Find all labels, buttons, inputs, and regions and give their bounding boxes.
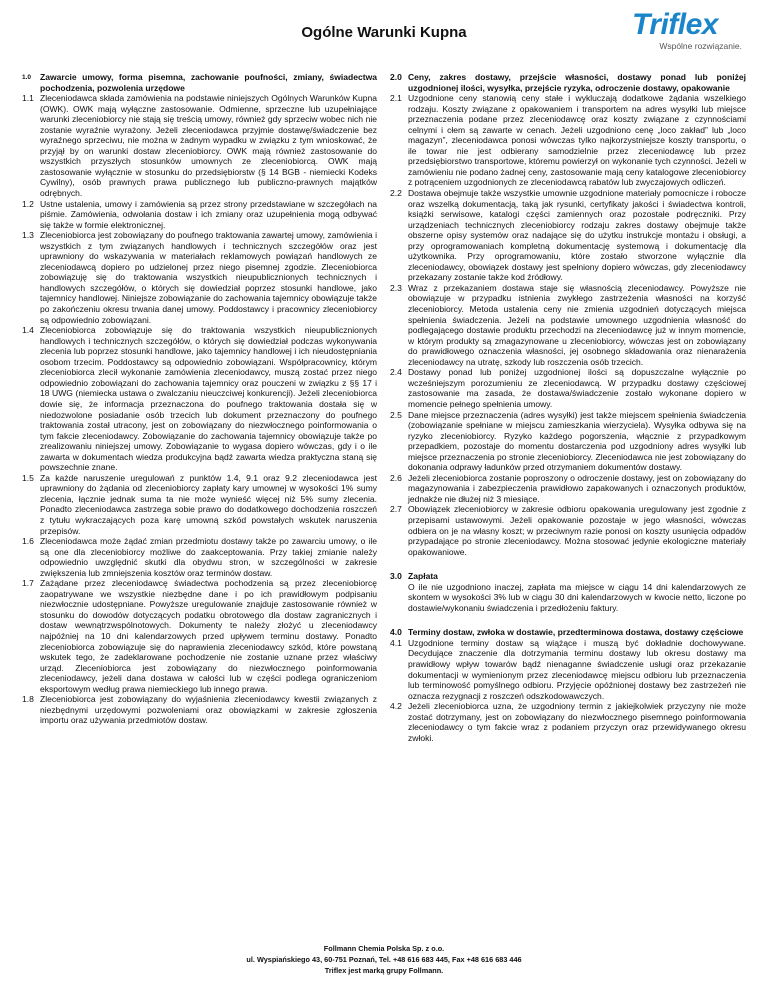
clause-text: Zleceniodawca składa zamówienia na podstawie niniejszych Ogólnych Warunków Kupna (OWK). OWK mają wyłączne zastosowanie. Odmienne, sprzeczne lub uzupełniające warunki zleceniobiorcy nie stają się treścią umowy, również gdy sprzeciw wobec nich nie zostanie wyraźnie wyrażony. Jeżeli zleceniodawca przyjmie dostawę/świadczenie bez wyraźnego sprzeciwu, nie można w żadnym wypadku w związku z tym wnioskować, że przyjął by on warunki dostaw zleceniobiorcy. OWK mają również zastosowanie do wszystkich przyszłych stosunków umownych ze zleceniobiorcą. OWK mają zastosowanie wyłącznie w stosunku do przedsiębiorstw (§ 14 BGB - niemiecki Kodeks Cywilny), osób prawnych prawa publicznego lub publiczno-prawnych majątków odrębnych.: [40, 93, 377, 199]
clause: [22, 199, 377, 231]
page-footer: [0, 944, 768, 976]
clause: [390, 473, 746, 505]
clause-text: Obowiązek zleceniobiorcy w zakresie odbioru opakowania uregulowany jest zgodnie z przepisami ustawowymi. Jeżeli opakowanie pozostaje w jego własności, wówczas odbiera on je na własny koszt; w przeciwnym razie ponosi on koszty usunięcia odpadów przypadające po stronie zleceniodawcy. Można stosować jedynie ekologiczne materiały opakowaniowe.: [408, 504, 746, 557]
section-heading: [390, 571, 746, 582]
clause: [390, 283, 746, 367]
logo-tagline: Wspólne rozwiązanie.: [659, 41, 742, 51]
clause: [22, 325, 377, 473]
section-heading: [390, 72, 746, 93]
section-2: [390, 72, 746, 557]
clause-number: 2.2: [390, 188, 402, 199]
clause-number: 2.1: [390, 93, 402, 104]
clause-number: 1.4: [22, 325, 34, 336]
section-4: [390, 627, 746, 743]
clause-text: Uzgodnione ceny stanowią ceny stałe i wykluczają dodatkowe żądania wszelkiego rodzaju. Koszty związane z opakowaniem i transportem na adres wysyłki lub miejsce przeznaczenia podane przez zleceniodawcę oraz koszty związane z czynnościami celnymi i cłem są zawarte w cenach. Jeżeli uzgodniono cenę „loco zakład” lub „loco magazyn”, zleceniodawca ponosi wówczas tylko najkorzystniejsze koszty transportu, o ile towar nie jest odbierany samodzielnie przez zleceniodawcę lub przez przedsiębiorstwo transportowe, któremu powierzył on wykonanie tych czynności. Jeżeli w zamówieniu nie podano żadnej ceny, zastosowanie mają ceny katalogowe zleceniobiorcy z potrąceniem uzgodnionych ze zleceniodawcą rabatów lub zwyczajowych odliczeń.: [408, 93, 746, 188]
clause-number: 1.1: [22, 93, 34, 104]
section-number: 4.0: [390, 627, 402, 638]
section-number: 2.0: [390, 72, 402, 82]
section-heading: [390, 627, 746, 638]
clause: [22, 230, 377, 325]
clause-text: O ile nie uzgodniono inaczej, zapłata ma miejsce w ciągu 14 dni kalendarzowych ze skontem w wysokości 3% lub w ciągu 30 dni kalendarzowych w kwocie netto, liczone po dostawie/wykonaniu świadczenia i przedłożeniu faktury.: [408, 581, 746, 613]
logo-wordmark: Triflex: [632, 8, 718, 41]
clause-text: Jeżeli zleceniobiorca zostanie poproszony o odroczenie dostawy, jest on zobowiązany do magazynowania i zabezpieczenia prawidłowo zapakowanych i oznaczonych produktów, jednakże nie dłużej niż 3 miesiące.: [408, 472, 746, 504]
section-number: 3.0: [390, 571, 402, 582]
clause-text: Ustne ustalenia, umowy i zamówienia są przez strony przedstawiane w szczegółach na piśmie. Zamówienia, odwołania dostaw i ich zmiany oraz uzupełnienia mogą odbywać się także w formie elektronicznej.: [40, 198, 377, 230]
section-title: Ceny, zakres dostawy, przejście własności, dostawy ponad lub poniżej uzgodnionej ilości, wysyłka, przejście ryzyka, odroczenie dostawy, opakowanie: [408, 72, 746, 93]
clause-text: Jeżeli zleceniobiorca uzna, że uzgodniony termin z jakiejkolwiek przyczyny nie może zostać dotrzymany, jest on zobowiązany do niezwłocznego pisemnego poinformowania zleceniodawcy o tym fakcie wraz z podaniem przyczyn oraz przewidywanego okresu zwłoki.: [408, 701, 746, 743]
clause-text: Uzgodnione terminy dostaw są wiążące i muszą być dokładnie dochowywane. Decydujące znaczenie dla dotrzymania terminu dostawy lub okresu dostawy ma prawidłowy wpływ towarów bądź nienaganne świadczenie usługi oraz przekazanie dokumentacji w wymienionym przez zleceniodawcę miejscu odbioru lub przeznaczenia lub terminowość pomyślnego odbioru. Przyjęcie opóźnionej dostawy bez zastrzeżeń nie oznacza rezygnacji z roszczeń odszkodowawczych.: [408, 637, 746, 701]
clause-text: Zażądane przez zleceniodawcę świadectwa pochodzenia są przez zleceniobiorcę zaopatrywane we wszystkie niezbędne dane i po ich prawidłowym podpisaniu niezwłocznie udostępniane. Powyższe uregulowanie znajduje zastosowanie również w stosunku do dowodów dotyczących podatku obrotowego dla dostaw zagranicznych i dostaw wewnątrzwspólnotowych. Dokumenty te należy złożyć u zleceniodawcy najpóźniej na 10 dni kalendarzowych przed upływem terminu dostawy. Ponadto zleceniobiorca zobowiązuje się do naprawienia zleceniodawcy szkód, które powstaną wskutek tego, że zadeklarowane pochodzenie nie zostanie uznane przez właściwy urząd. Zleceniobiorca jest zobowiązany do niezwłocznego poinformowania zleceniodawcy, jeżeli dana dostawa w całości lub w części podlega ograniczeniom eksportowym według prawa niemieckiego lub innego prawa.: [40, 578, 377, 694]
clause-text: Zleceniodawca może żądać zmian przedmiotu dostawy także po zawarciu umowy, o ile są one dla zleceniobiorcy możliwe do zaakceptowania. Przy takiej zmianie należy odpowiednio uwzględnić skutki dla obydwu stron, w szczególności w zakresie zwiększenia lub zmniejszenia kosztów oraz terminów dostaw.: [40, 536, 377, 578]
clause-text: Zleceniobiorca jest zobowiązany do poufnego traktowania zawartej umowy, zamówienia i wszystkich z tym związanych handlowych i technicznych szczegółów oraz jest uprawniony do wskazywania w materiałach reklamowych powiązań handlowych ze zleceniodawcą dopiero po udzielonej przez niego pisemnej zgodzie. Zleceniobiorca zobowiązuję się do traktowania wszystkich nieupublicznionych technicznych i handlowych szczegółów, o których się dowiedział poprzez stosunki handlowe, jako tajemnicy handlowej. Niniejsze zobowiązanie do zachowania tajemnicy obowiązuje także po zakończeniu okresu trwania danej umowy. Poddostawcy i pracownicy zleceniobiorcy są odpowiednio zobowiązani.: [40, 230, 377, 325]
clause: [22, 93, 377, 198]
clause: [22, 536, 377, 578]
clause-number: 2.5: [390, 409, 402, 420]
right-column: [390, 72, 746, 743]
clause-number: 4.2: [390, 701, 402, 712]
footer-brand-note: Triflex jest marką grupy Follmann.: [324, 965, 444, 975]
clause-number: 1.6: [22, 536, 34, 547]
clause-number: 2.6: [390, 472, 402, 483]
clause-text: Za każde naruszenie uregulowań z punktów 1.4, 9.1 oraz 9.2 zleceniodawca jest uprawniony do żądania od zleceniobiorcy zapłaty kary umownej w wysokości 1% sumy zlecenia, łącznie jednak suma ta nie może wynieść więcej niż 5% sumy zlecenia. Ponadto zleceniodawca zastrzega sobie prawo do dodatkowego dochodzenia roszczeń z tytułu wykraczających poza karę umowną szkód powstałych wskutek naruszenia przepisów.: [40, 472, 377, 536]
clause: [390, 410, 746, 473]
clause-text: Dostawa obejmuje także wszystkie umownie uzgodnione materiały pomocnicze i robocze oraz wszelką dokumentacją, taką jak rysunki, certyfikaty jakości i świadectwa kontroli, książki serwisowe, katalogi części zamiennych oraz pozostałe podręczniki. Przy urządzeniach technicznych zleceniobiorcy rodzaju zakres dostawy obejmuje także obszerne opisy systemów oraz nadające się do użytku instrukcje montażu i obsługi, a przy oprogramowaniach kompletną dokumentację systemową i dokumentację dla użytkownika. Przy oprogramowaniu, które zostało stworzone wyłącznie dla zleceniodawcy, obowiązek dostawy jest spełniony dopiero wówczas, gdy zleceniodawcy przekazany zostanie także kod źródłowy.: [408, 188, 746, 283]
clause-number: 1.8: [22, 694, 34, 705]
clause-number: 2.7: [390, 504, 402, 515]
section-1: [22, 72, 377, 726]
left-column: [22, 72, 377, 726]
clause-number: 4.1: [390, 637, 402, 648]
clause: [390, 504, 746, 557]
section-gap: [390, 613, 746, 627]
clause-number: 2.3: [390, 282, 402, 293]
clause-text: Wraz z przekazaniem dostawa staje się własnością zleceniodawcy. Powyższe nie obowiązuje w przypadku istnienia zwykłego zastrzeżenia własności na korzyść zleceniobiorcy. Metoda ustalenia ceny nie zmienia uzgodnień dotyczących miejsca spełnienia świadczenia. Jeżeli na podstawie umownego uzgodnienia własność do podlegającego dostawie produktu przechodzi na zleceniodawcę już w innym momencie, w którym produkty są zmagazynowane u zleceniobiorcy, wówczas jest on zobowiązany do prawidłowego oznaczenia własności, jej osobnego składowania oraz nienarażenia zleceniodawcy na utratę, szkody lub roszczenia osób trzecich.: [408, 282, 746, 367]
clause-number: 2.4: [390, 367, 402, 378]
clause-number: 1.3: [22, 230, 34, 241]
clause: [390, 93, 746, 188]
clause: [390, 188, 746, 283]
footer-company: Follmann Chemia Polska Sp. z o.o.: [323, 944, 445, 953]
clause: [22, 694, 377, 726]
clause-text: Dostawy ponad lub poniżej uzgodnionej ilości są dopuszczalne wyłącznie po wcześniejszym porozumieniu ze zleceniodawcą. W przypadku dostawy częściowej zastosowanie ma zasada, że dostawa/świadczenie zostało wykonane dopiero w momencie pełnego spełnienia umowy.: [408, 367, 746, 409]
clause-number: 1.5: [22, 472, 34, 483]
section-gap: [390, 557, 746, 571]
page-title: Ogólne Warunki Kupna: [301, 24, 467, 41]
section-heading: [22, 72, 377, 93]
clause: [390, 582, 746, 614]
clause-text: Zleceniobiorca jest zobowiązany do wyjaśnienia zleceniodawcy kwestii związanych z niezbędnymi urzędowymi pozwoleniami oraz obowiązkami w zakresie zgłoszenia importu oraz używania przedmiotów dostaw.: [40, 694, 377, 726]
section-title: Zapłata: [408, 571, 438, 582]
section-title: Terminy dostaw, zwłoka w dostawie, przedterminowa dostawa, dostawy częściowe: [408, 627, 744, 638]
clause: [390, 367, 746, 409]
clause: [22, 473, 377, 536]
clause: [390, 638, 746, 701]
clause-number: 1.2: [22, 198, 34, 209]
clause-text: Dane miejsce przeznaczenia (adres wysyłki) jest także miejscem spełnienia świadczenia (zobowiązanie spełniane w miejscu zamieszkania wierzyciela). Wysyłka odbywa się na ryzyko zleceniobiorcy. Ryzyko każdego pogorszenia, włącznie z przypadkowym przepadkiem, pozostaje do momentu dostarczenia pod uzgodniony adres wysyłki lub miejsce przeznaczenia po stronie zleceniobiorcy. Zleceniodawca nie jest zobowiązany do dokonania odprawy ładunków przed otrzymaniem dokumentów dostawy.: [408, 409, 746, 473]
triflex-logo: [632, 10, 742, 54]
clause: [390, 701, 746, 743]
section-number: 1.0: [22, 74, 32, 81]
section-3: [390, 571, 746, 613]
section-title: Zawarcie umowy, forma pisemna, zachowanie poufności, zmiany, świadectwa pochodzenia, pozwolenia urzędowe: [40, 72, 377, 93]
clause-number: 1.7: [22, 578, 34, 589]
clause-text: Zleceniobiorca zobowiązuje się do traktowania wszystkich nieupublicznionych handlowych i technicznych szczegółów, o których się dowiedział podczas wykonywania zlecenia lub poprzez stosunki handlowe, jako tajemnicy handlowej i ich nieudostępniania osobom trzecim. Poddostawcy są odpowiednio zobowiązani. Współpracownicy, którym zleceniobiorca zlecił wykonanie zamówienia zleceniodawcy, muszą zostać przez niego odpowiednio zobowiązani do zachowania tajemnicy oraz pouczeni w związku z §§ 17 i 18 UWG (niemiecka ustawa o zwalczaniu nieuczciwej konkurencji). Jeżeli zleceniobiorca dowie się, że informacja przeznaczona do poufnego traktowania dostała się w niedozwolone posiadanie osób trzecich lub dokument przeznaczony do poufnego traktowania został utracony, jest on zobowiązany do niezwłocznego poinformowania o tym fakcie zleceniodawcy. Zobowiązanie do zachowania tajemnicy obowiązuje także po zrealizowaniu niniejszej umowy. Zobowiązanie to wygasa dopiero wówczas, gdy i o ile zawarta w dokumentach wiedza produkcyjna bądź zawarta wiedza praktyczna staną się powszechnie znane.: [40, 325, 377, 473]
footer-address: ul. Wyspiańskiego 43, 60-751 Poznań, Tel. +48 616 683 445, Fax +48 616 683 446: [246, 954, 522, 964]
clause: [22, 578, 377, 694]
